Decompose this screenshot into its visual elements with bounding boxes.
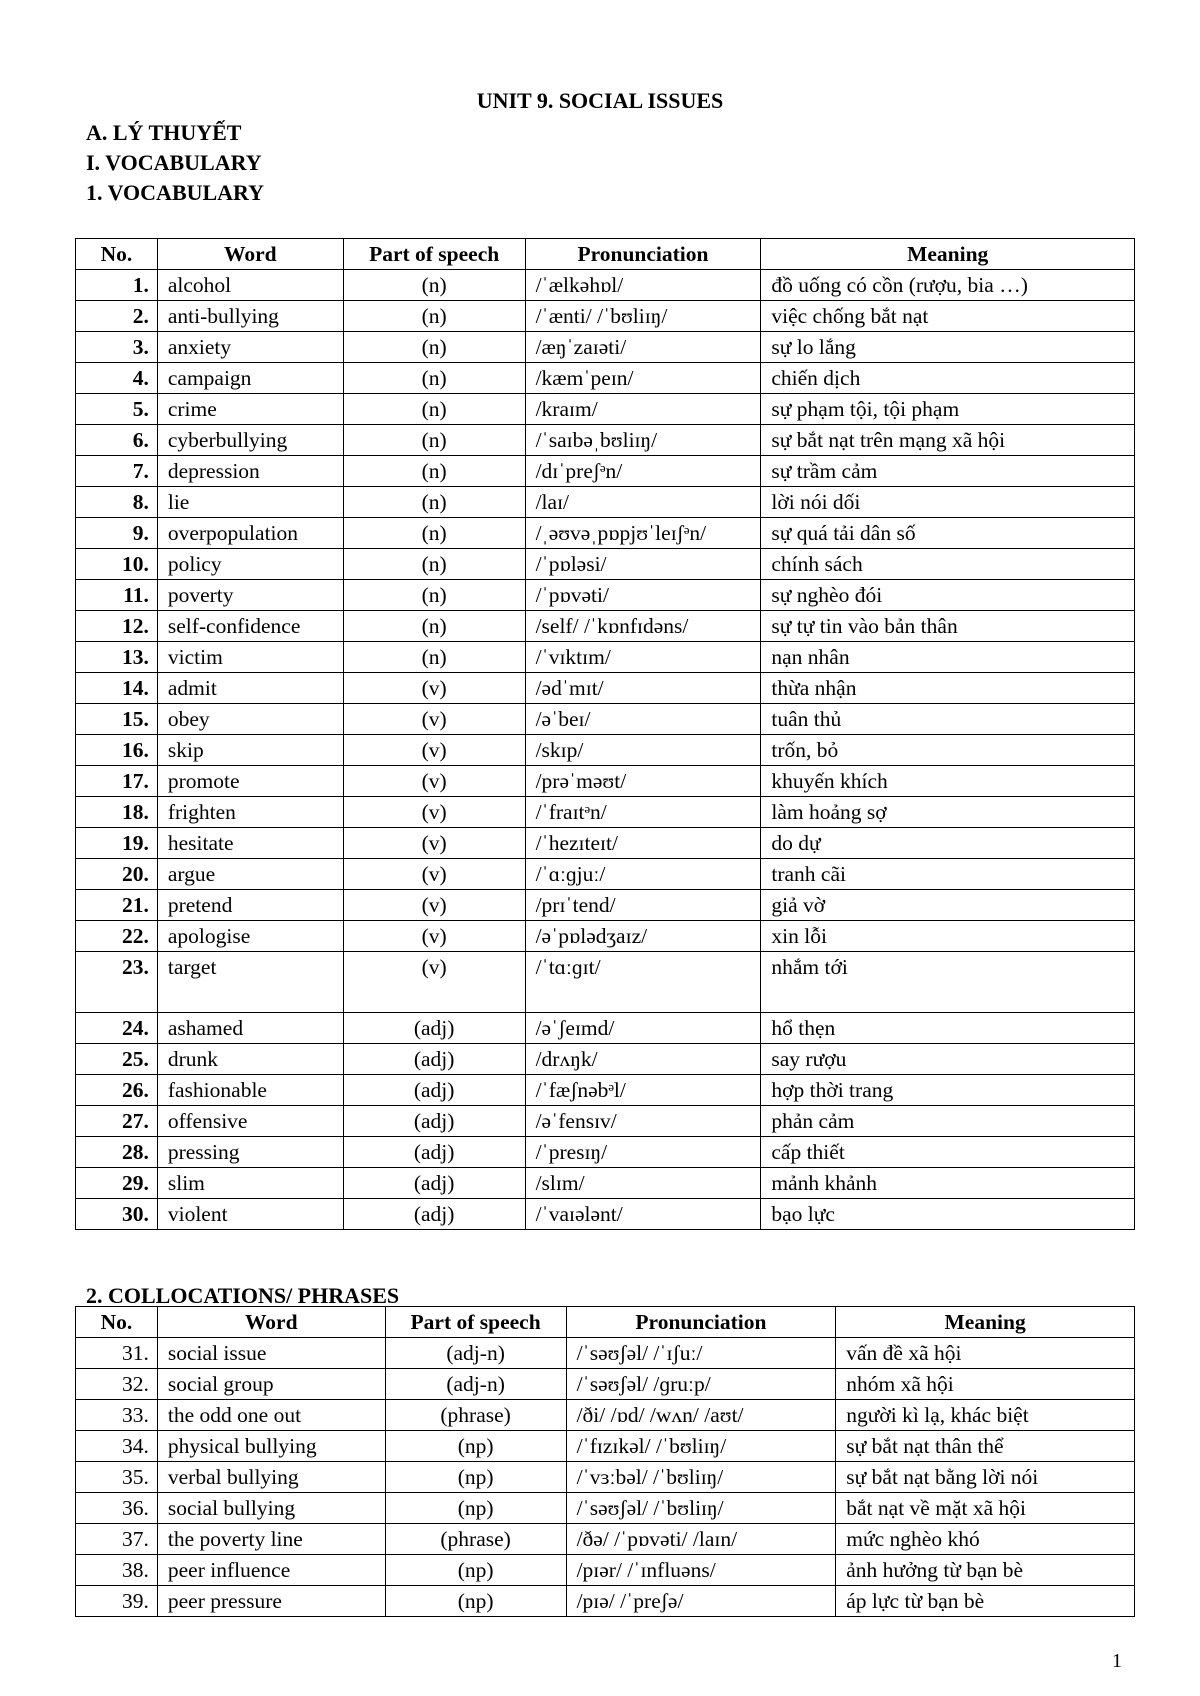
cell-number: 7. — [76, 456, 158, 487]
cell-meaning: sự tự tin vào bản thân — [761, 611, 1135, 642]
cell-part-of-speech: (adj) — [343, 1137, 525, 1168]
table-row — [76, 1493, 1135, 1524]
table-row — [76, 332, 1135, 363]
cell-part-of-speech: (np) — [385, 1462, 566, 1493]
table-row — [76, 890, 1135, 921]
cell-part-of-speech: (v) — [343, 921, 525, 952]
header-part-of-speech: Part of speech — [385, 1307, 566, 1338]
cell-word: anxiety — [157, 332, 343, 363]
cell-pronunciation: /ˈhezɪteɪt/ — [525, 828, 761, 859]
cell-number: 5. — [76, 394, 158, 425]
cell-part-of-speech: (adj-n) — [385, 1369, 566, 1400]
cell-pronunciation: /ˈfraɪtᵊn/ — [525, 797, 761, 828]
collocations-table — [75, 1306, 1135, 1617]
cell-number: 28. — [76, 1137, 158, 1168]
cell-number: 12. — [76, 611, 158, 642]
cell-part-of-speech: (n) — [343, 270, 525, 301]
cell-word: peer pressure — [157, 1586, 385, 1617]
cell-pronunciation: /prəˈməʊt/ — [525, 766, 761, 797]
table-row — [76, 487, 1135, 518]
cell-pronunciation: /ðə/ /ˈpɒvəti/ /laɪn/ — [566, 1524, 836, 1555]
cell-pronunciation: /ˈsəʊʃəl/ /ˈbʊliɪŋ/ — [566, 1493, 836, 1524]
cell-number: 20. — [76, 859, 158, 890]
cell-word: argue — [157, 859, 343, 890]
cell-word: alcohol — [157, 270, 343, 301]
cell-part-of-speech: (v) — [343, 735, 525, 766]
cell-word: drunk — [157, 1044, 343, 1075]
cell-number: 23. — [76, 952, 158, 1013]
cell-meaning: tranh cãi — [761, 859, 1135, 890]
cell-word: social issue — [157, 1338, 385, 1369]
cell-meaning: bắt nạt về mặt xã hội — [836, 1493, 1135, 1524]
cell-word: lie — [157, 487, 343, 518]
table-row — [76, 363, 1135, 394]
cell-word: target — [157, 952, 343, 1013]
table-row — [76, 456, 1135, 487]
cell-word: self-confidence — [157, 611, 343, 642]
cell-pronunciation: /kraɪm/ — [525, 394, 761, 425]
cell-pronunciation: /əˈbeɪ/ — [525, 704, 761, 735]
cell-part-of-speech: (adj) — [343, 1199, 525, 1230]
cell-number: 38. — [76, 1555, 158, 1586]
cell-part-of-speech: (v) — [343, 890, 525, 921]
cell-word: campaign — [157, 363, 343, 394]
cell-part-of-speech: (phrase) — [385, 1524, 566, 1555]
cell-pronunciation: /ˈsaɪbəˌbʊliɪŋ/ — [525, 425, 761, 456]
cell-number: 22. — [76, 921, 158, 952]
cell-part-of-speech: (v) — [343, 704, 525, 735]
table-row — [76, 1137, 1135, 1168]
cell-meaning: sự bắt nạt thân thể — [836, 1431, 1135, 1462]
table-row — [76, 1524, 1135, 1555]
cell-number: 19. — [76, 828, 158, 859]
cell-part-of-speech: (v) — [343, 797, 525, 828]
table-row — [76, 1106, 1135, 1137]
cell-meaning: sự nghèo đói — [761, 580, 1135, 611]
cell-word: policy — [157, 549, 343, 580]
table-row — [76, 1431, 1135, 1462]
cell-pronunciation: /prɪˈtend/ — [525, 890, 761, 921]
cell-number: 24. — [76, 1013, 158, 1044]
cell-pronunciation: /slɪm/ — [525, 1168, 761, 1199]
cell-pronunciation: /ˈpɒləsi/ — [525, 549, 761, 580]
cell-word: pressing — [157, 1137, 343, 1168]
heading-vocabulary: 1. VOCABULARY — [86, 180, 265, 205]
cell-part-of-speech: (adj) — [343, 1075, 525, 1106]
table-row — [76, 425, 1135, 456]
table-row — [76, 673, 1135, 704]
table-row — [76, 301, 1135, 332]
cell-number: 18. — [76, 797, 158, 828]
cell-number: 9. — [76, 518, 158, 549]
cell-meaning: sự phạm tội, tội phạm — [761, 394, 1135, 425]
cell-part-of-speech: (n) — [343, 332, 525, 363]
table-row — [76, 952, 1135, 1013]
cell-number: 8. — [76, 487, 158, 518]
cell-meaning: mức nghèo khó — [836, 1524, 1135, 1555]
cell-word: poverty — [157, 580, 343, 611]
cell-meaning: hợp thời trang — [761, 1075, 1135, 1106]
cell-number: 13. — [76, 642, 158, 673]
cell-part-of-speech: (np) — [385, 1493, 566, 1524]
cell-meaning: sự lo lắng — [761, 332, 1135, 363]
cell-pronunciation: /kæmˈpeɪn/ — [525, 363, 761, 394]
cell-number: 29. — [76, 1168, 158, 1199]
cell-meaning: chính sách — [761, 549, 1135, 580]
cell-part-of-speech: (adj) — [343, 1013, 525, 1044]
cell-meaning: cấp thiết — [761, 1137, 1135, 1168]
cell-word: slim — [157, 1168, 343, 1199]
cell-part-of-speech: (n) — [343, 642, 525, 673]
cell-word: apologise — [157, 921, 343, 952]
cell-part-of-speech: (np) — [385, 1555, 566, 1586]
cell-pronunciation: /æŋˈzaɪəti/ — [525, 332, 761, 363]
cell-meaning: làm hoảng sợ — [761, 797, 1135, 828]
table-row — [76, 797, 1135, 828]
table-row — [76, 859, 1135, 890]
cell-part-of-speech: (v) — [343, 859, 525, 890]
cell-meaning: đồ uống có cồn (rượu, bia …) — [761, 270, 1135, 301]
cell-pronunciation: /ˈvaɪələnt/ — [525, 1199, 761, 1230]
cell-part-of-speech: (n) — [343, 425, 525, 456]
cell-word: promote — [157, 766, 343, 797]
cell-part-of-speech: (phrase) — [385, 1400, 566, 1431]
cell-meaning: áp lực từ bạn bè — [836, 1586, 1135, 1617]
table-row — [76, 642, 1135, 673]
cell-pronunciation: /dɪˈpreʃᵊn/ — [525, 456, 761, 487]
cell-word: anti-bullying — [157, 301, 343, 332]
cell-part-of-speech: (n) — [343, 487, 525, 518]
cell-number: 3. — [76, 332, 158, 363]
cell-pronunciation: /drʌŋk/ — [525, 1044, 761, 1075]
cell-number: 31. — [76, 1338, 158, 1369]
cell-meaning: lời nói dối — [761, 487, 1135, 518]
cell-part-of-speech: (n) — [343, 549, 525, 580]
cell-word: hesitate — [157, 828, 343, 859]
cell-word: the odd one out — [157, 1400, 385, 1431]
cell-pronunciation: /ˈpɒvəti/ — [525, 580, 761, 611]
cell-meaning: sự quá tải dân số — [761, 518, 1135, 549]
header-no: No. — [76, 1307, 158, 1338]
cell-pronunciation: /ˈɑːɡjuː/ — [525, 859, 761, 890]
cell-number: 35. — [76, 1462, 158, 1493]
table-row — [76, 1013, 1135, 1044]
cell-pronunciation: /ˈtɑːɡɪt/ — [525, 952, 761, 1013]
cell-part-of-speech: (n) — [343, 301, 525, 332]
cell-pronunciation: /əˈpɒlədʒaɪz/ — [525, 921, 761, 952]
cell-meaning: do dự — [761, 828, 1135, 859]
table-row — [76, 704, 1135, 735]
cell-word: skip — [157, 735, 343, 766]
cell-meaning: hổ thẹn — [761, 1013, 1135, 1044]
cell-pronunciation: /ˌəʊvəˌpɒpjʊˈleɪʃᵊn/ — [525, 518, 761, 549]
cell-part-of-speech: (adj) — [343, 1106, 525, 1137]
cell-word: social bullying — [157, 1493, 385, 1524]
table-row — [76, 1400, 1135, 1431]
cell-word: frighten — [157, 797, 343, 828]
cell-part-of-speech: (n) — [343, 363, 525, 394]
cell-word: crime — [157, 394, 343, 425]
cell-number: 26. — [76, 1075, 158, 1106]
cell-word: physical bullying — [157, 1431, 385, 1462]
cell-number: 25. — [76, 1044, 158, 1075]
cell-pronunciation: /self/ /ˈkɒnfɪdəns/ — [525, 611, 761, 642]
page-number: 1 — [1112, 1650, 1122, 1672]
heading-theory: A. LÝ THUYẾT — [86, 120, 242, 145]
header-part-of-speech: Part of speech — [343, 239, 525, 270]
cell-number: 15. — [76, 704, 158, 735]
cell-number: 2. — [76, 301, 158, 332]
cell-meaning: bạo lực — [761, 1199, 1135, 1230]
cell-pronunciation: /ˈænti/ /ˈbʊliɪŋ/ — [525, 301, 761, 332]
cell-meaning: thừa nhận — [761, 673, 1135, 704]
heading-vocabulary-section: I. VOCABULARY — [86, 150, 262, 175]
header-pronunciation: Pronunciation — [525, 239, 761, 270]
cell-meaning: chiến dịch — [761, 363, 1135, 394]
header-word: Word — [157, 1307, 385, 1338]
table-row — [76, 1075, 1135, 1106]
cell-number: 27. — [76, 1106, 158, 1137]
table-row — [76, 1555, 1135, 1586]
cell-number: 32. — [76, 1369, 158, 1400]
cell-pronunciation: /ˈælkəhɒl/ — [525, 270, 761, 301]
cell-pronunciation: /əˈfensɪv/ — [525, 1106, 761, 1137]
cell-meaning: trốn, bỏ — [761, 735, 1135, 766]
cell-meaning: sự bắt nạt trên mạng xã hội — [761, 425, 1135, 456]
heading-collocations: 2. COLLOCATIONS/ PHRASES — [86, 1283, 400, 1308]
cell-word: social group — [157, 1369, 385, 1400]
header-meaning: Meaning — [761, 239, 1135, 270]
cell-pronunciation: /əˈʃeɪmd/ — [525, 1013, 761, 1044]
table-row — [76, 549, 1135, 580]
cell-number: 14. — [76, 673, 158, 704]
cell-part-of-speech: (n) — [343, 580, 525, 611]
cell-meaning: nhắm tới — [761, 952, 1135, 1013]
header-pronunciation: Pronunciation — [566, 1307, 836, 1338]
cell-part-of-speech: (n) — [343, 394, 525, 425]
cell-part-of-speech: (v) — [343, 952, 525, 1013]
cell-part-of-speech: (adj-n) — [385, 1338, 566, 1369]
header-meaning: Meaning — [836, 1307, 1135, 1338]
cell-meaning: nạn nhân — [761, 642, 1135, 673]
cell-word: violent — [157, 1199, 343, 1230]
cell-part-of-speech: (n) — [343, 518, 525, 549]
cell-number: 30. — [76, 1199, 158, 1230]
cell-word: cyberbullying — [157, 425, 343, 456]
cell-number: 36. — [76, 1493, 158, 1524]
cell-word: pretend — [157, 890, 343, 921]
cell-number: 10. — [76, 549, 158, 580]
cell-pronunciation: /pɪə/ /ˈpreʃə/ — [566, 1586, 836, 1617]
table-row — [76, 611, 1135, 642]
cell-meaning: sự bắt nạt bằng lời nói — [836, 1462, 1135, 1493]
cell-number: 11. — [76, 580, 158, 611]
cell-part-of-speech: (v) — [343, 766, 525, 797]
table-row — [76, 1369, 1135, 1400]
cell-word: victim — [157, 642, 343, 673]
table-row — [76, 828, 1135, 859]
cell-meaning: say rượu — [761, 1044, 1135, 1075]
cell-meaning: ảnh hưởng từ bạn bè — [836, 1555, 1135, 1586]
cell-meaning: sự trầm cảm — [761, 456, 1135, 487]
cell-pronunciation: /ˈfɪzɪkəl/ /ˈbʊliɪŋ/ — [566, 1431, 836, 1462]
cell-word: peer influence — [157, 1555, 385, 1586]
cell-part-of-speech: (n) — [343, 611, 525, 642]
cell-number: 21. — [76, 890, 158, 921]
table-row — [76, 1044, 1135, 1075]
cell-number: 39. — [76, 1586, 158, 1617]
cell-part-of-speech: (v) — [343, 673, 525, 704]
cell-word: admit — [157, 673, 343, 704]
cell-meaning: người kì lạ, khác biệt — [836, 1400, 1135, 1431]
cell-pronunciation: /ˈsəʊʃəl/ /ɡruːp/ — [566, 1369, 836, 1400]
table-row — [76, 580, 1135, 611]
cell-pronunciation: /ˈvɪktɪm/ — [525, 642, 761, 673]
vocabulary-table — [75, 238, 1135, 1230]
cell-word: overpopulation — [157, 518, 343, 549]
cell-pronunciation: /ˈpresɪŋ/ — [525, 1137, 761, 1168]
cell-part-of-speech: (adj) — [343, 1044, 525, 1075]
cell-meaning: vấn đề xã hội — [836, 1338, 1135, 1369]
cell-pronunciation: /ði/ /ɒd/ /wʌn/ /aʊt/ — [566, 1400, 836, 1431]
table-row — [76, 270, 1135, 301]
cell-number: 34. — [76, 1431, 158, 1462]
cell-part-of-speech: (adj) — [343, 1168, 525, 1199]
table-row — [76, 1338, 1135, 1369]
cell-part-of-speech: (v) — [343, 828, 525, 859]
table-row — [76, 766, 1135, 797]
cell-word: obey — [157, 704, 343, 735]
cell-pronunciation: /laɪ/ — [525, 487, 761, 518]
cell-word: fashionable — [157, 1075, 343, 1106]
cell-word: depression — [157, 456, 343, 487]
cell-number: 37. — [76, 1524, 158, 1555]
table-row — [76, 1586, 1135, 1617]
cell-meaning: phản cảm — [761, 1106, 1135, 1137]
cell-pronunciation: /ˈsəʊʃəl/ /ˈɪʃuː/ — [566, 1338, 836, 1369]
cell-number: 1. — [76, 270, 158, 301]
cell-number: 17. — [76, 766, 158, 797]
cell-pronunciation: /ədˈmɪt/ — [525, 673, 761, 704]
cell-meaning: việc chống bắt nạt — [761, 301, 1135, 332]
cell-number: 16. — [76, 735, 158, 766]
table-row — [76, 1168, 1135, 1199]
page-title: UNIT 9. SOCIAL ISSUES — [476, 88, 724, 113]
cell-meaning: xin lỗi — [761, 921, 1135, 952]
cell-word: the poverty line — [157, 1524, 385, 1555]
cell-meaning: khuyến khích — [761, 766, 1135, 797]
cell-part-of-speech: (np) — [385, 1586, 566, 1617]
cell-pronunciation: /ˈvɜːbəl/ /ˈbʊliɪŋ/ — [566, 1462, 836, 1493]
header-word: Word — [157, 239, 343, 270]
table-row — [76, 518, 1135, 549]
cell-word: offensive — [157, 1106, 343, 1137]
cell-meaning: mảnh khảnh — [761, 1168, 1135, 1199]
table-header-row — [76, 1307, 1135, 1338]
cell-meaning: nhóm xã hội — [836, 1369, 1135, 1400]
cell-number: 6. — [76, 425, 158, 456]
table-row — [76, 394, 1135, 425]
cell-word: verbal bullying — [157, 1462, 385, 1493]
cell-number: 4. — [76, 363, 158, 394]
header-no: No. — [76, 239, 158, 270]
cell-pronunciation: /ˈfæʃnəbᵊl/ — [525, 1075, 761, 1106]
cell-word: ashamed — [157, 1013, 343, 1044]
table-row — [76, 735, 1135, 766]
cell-meaning: giả vờ — [761, 890, 1135, 921]
cell-pronunciation: /skɪp/ — [525, 735, 761, 766]
cell-number: 33. — [76, 1400, 158, 1431]
cell-pronunciation: /pɪər/ /ˈɪnfluəns/ — [566, 1555, 836, 1586]
table-row — [76, 1462, 1135, 1493]
table-row — [76, 1199, 1135, 1230]
table-row — [76, 921, 1135, 952]
cell-part-of-speech: (n) — [343, 456, 525, 487]
cell-meaning: tuân thủ — [761, 704, 1135, 735]
cell-part-of-speech: (np) — [385, 1431, 566, 1462]
table-header-row — [76, 239, 1135, 270]
